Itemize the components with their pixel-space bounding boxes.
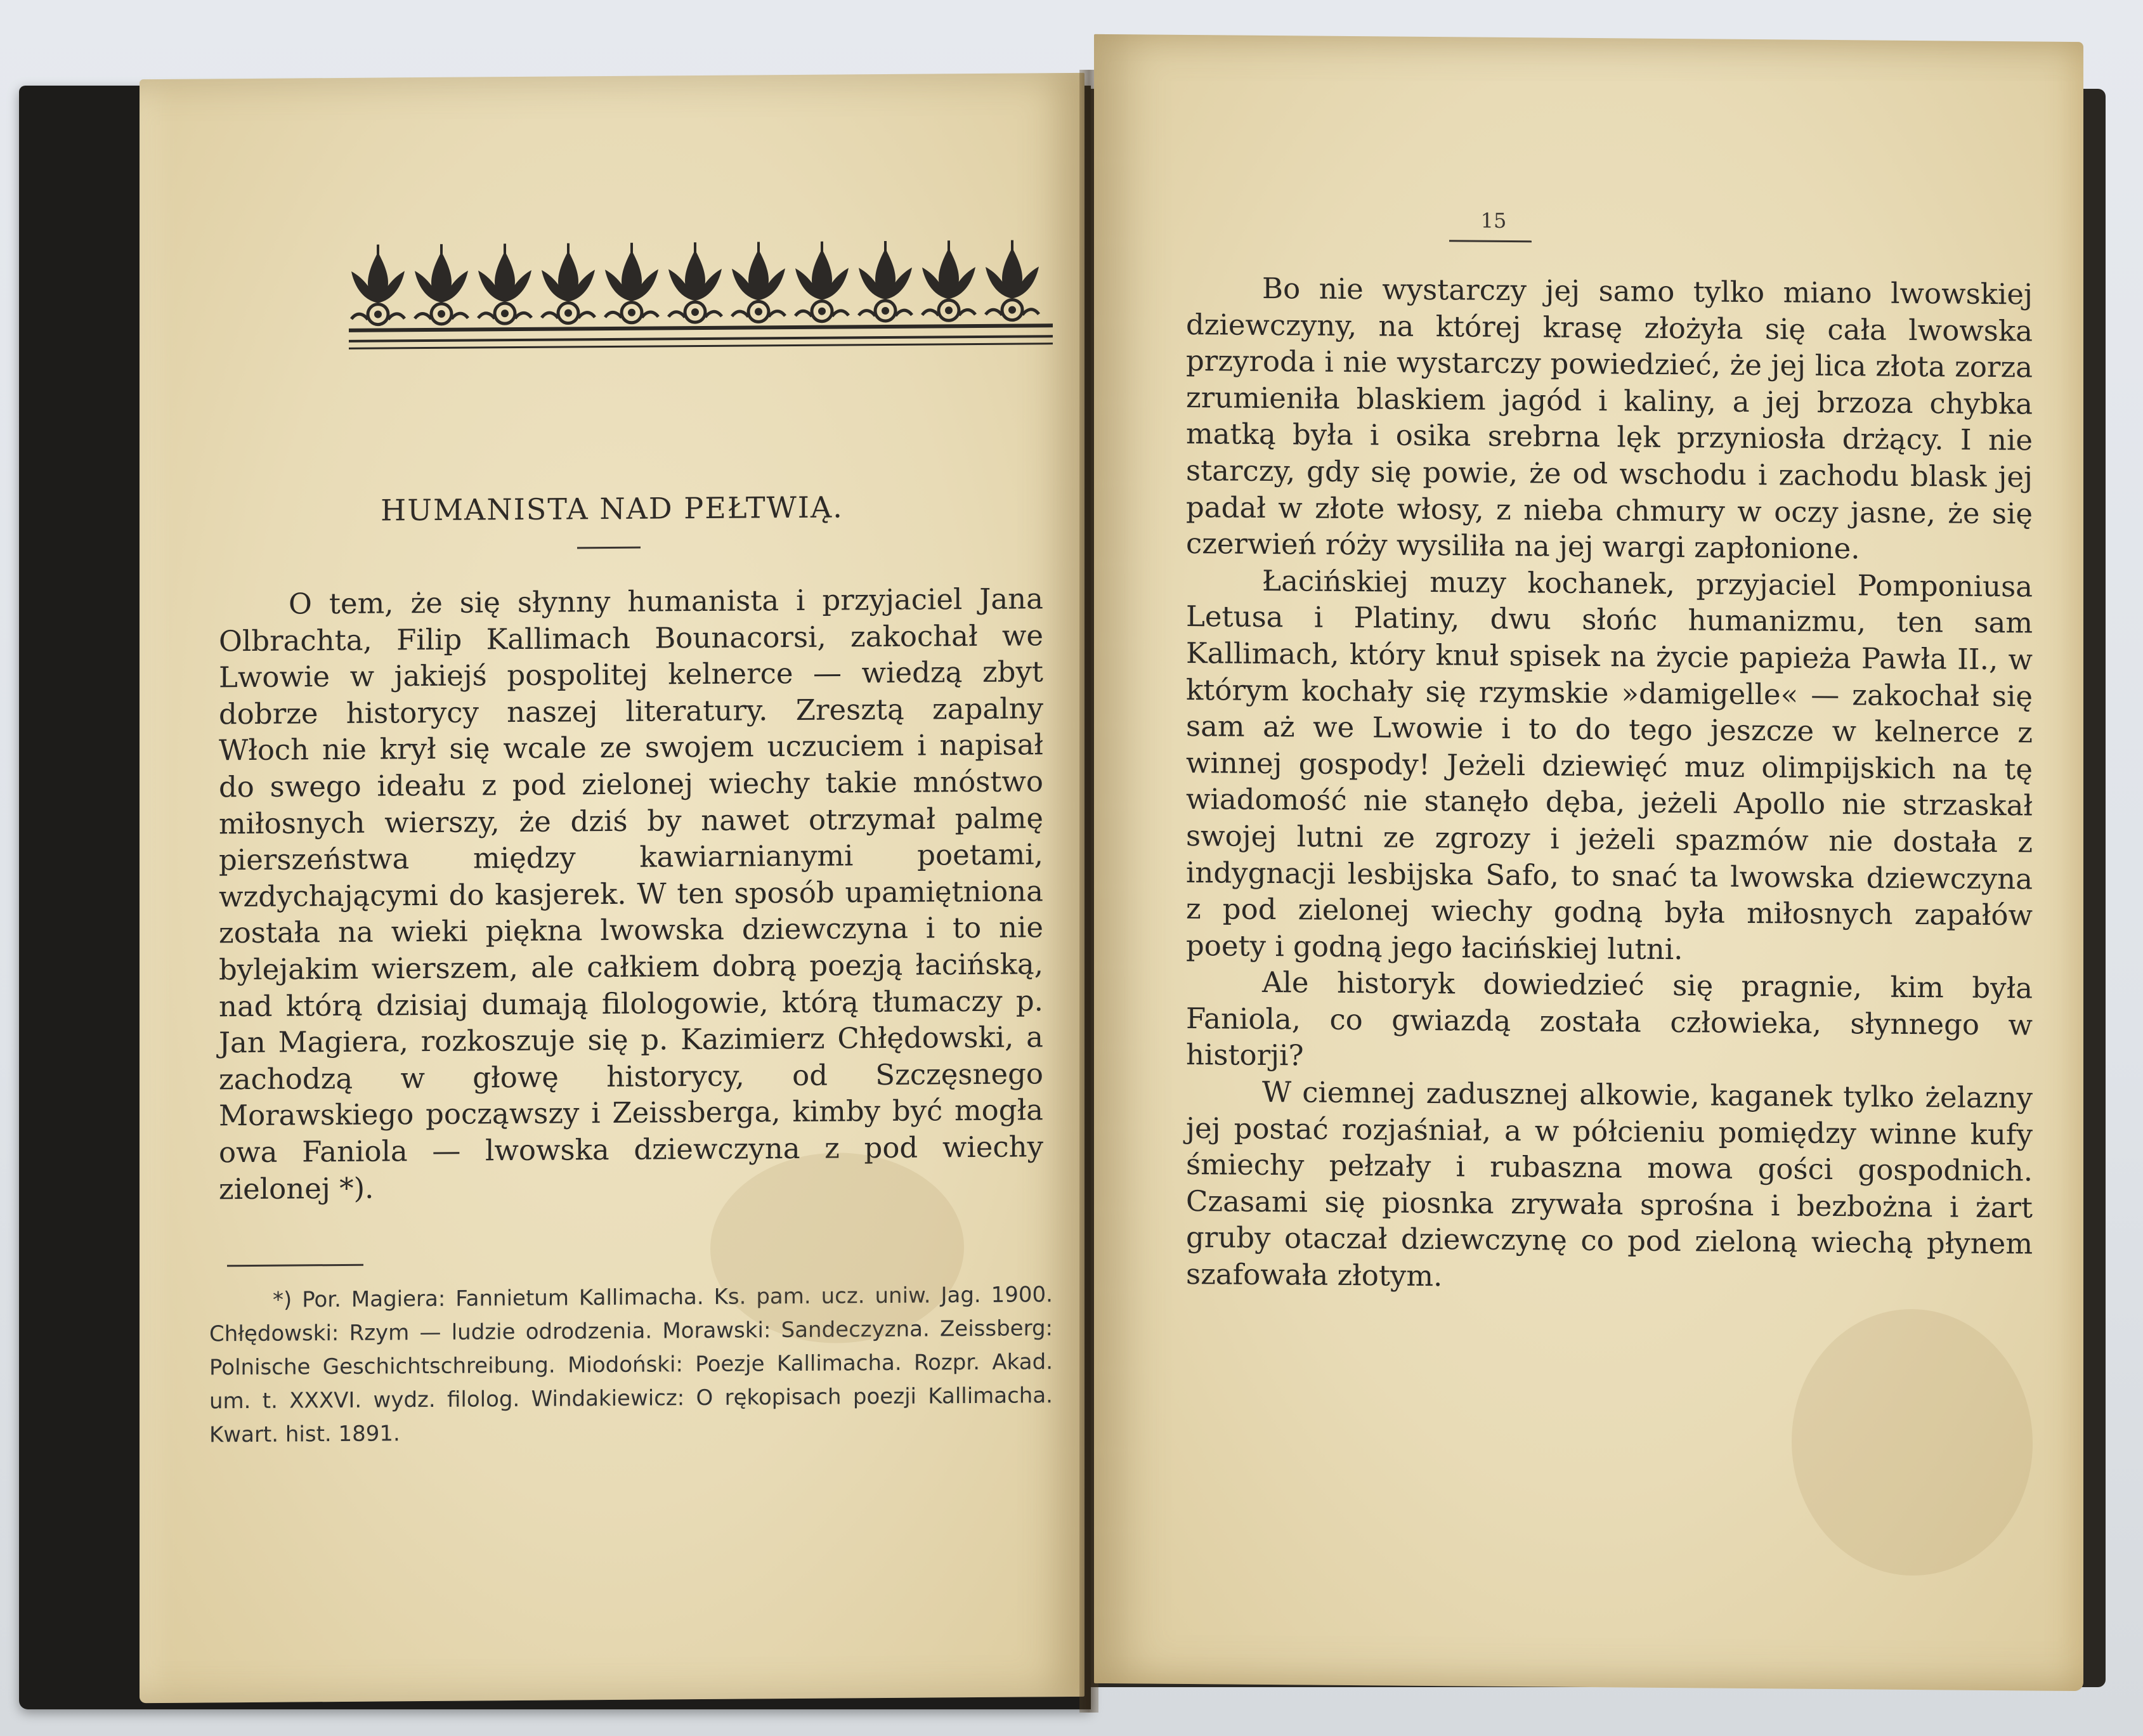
chapter-title: HUMANISTA NAD PEŁTWIĄ. <box>381 490 844 528</box>
right-page <box>1094 34 2083 1691</box>
paragraph-1: Bo nie wystarczy jej samo tylko miano lwowskiej dziewczyny, na której krasę złożyła się cała lwowska przyroda i nie wystarczy powiedzieć, że jej lica złota zorza zrumieniła blaskiem jagód i kaliny, a jej brzoza chybka matką była i osika srebrna lęk przyniosła drżący. I nie starczy, gdy się powie, że od wschodu i zachodu blask jej padał w złote włosy, z nieba chmury w oczy jasne, że się czerwień róży wysiliła na jej wargi zapłonione. <box>1186 271 2033 566</box>
paragraph-3: Ale historyk dowiedzieć się pragnie, kim była Faniola, co gwiazdą została człowieka, słynnego w historji? <box>1186 965 2033 1073</box>
right-body-text <box>1186 270 2033 1299</box>
left-body-text: O tem, że się słynny humanista i przyjaciel Jana Olbrachta, Filip Kallimach Bounacorsi, zakochał we Lwowie w jakiejś pospolitej kelnerce — wiedzą zbyt dobrze historycy naszej literatury. Zresztą zapalny Włoch nie krył się wcale ze swojem uczuciem i napisał do swego ideału z pod zielonej wiechy takie mnóstwo miłosnych wierszy, że dziś by nawet otrzymał palmę pierszeństwa między kawiarnianymi poetami, wzdychającymi do kasjerek. W ten sposób upamiętniona została na wieki piękna lwowska dziewczyna i to nie bylejakim wierszem, ale całkiem dobrą poezją łacińską, nad którą dzisiaj dumają filologowie, którą tłumaczy p. Jan Magiera, rozkoszuje się p. Kazimierz Chłędowski, a zachodzą w głowę historycy, od Szczęsnego Morawskiego począwszy i Zeissberga, kimby być mogła owa Faniola — lwowska dziewczyna z pod wiechy zielonej *). <box>219 582 1043 1206</box>
paper-stain <box>710 1152 964 1344</box>
title-divider <box>577 547 641 549</box>
left-page <box>140 73 1085 1703</box>
floral-headpiece-ornament-icon <box>349 228 1053 367</box>
footnote-text: *) Por. Magiera: Fannietum Kallimacha. Ks. pam. ucz. uniw. Jag. 1900. Chłędowski: Rzym — ludzie odrodzenia. Morawski: Sandeczyzna. Zeissberg: Polnische Geschichtschreibung. Miodoński: Poezje Kallimacha. Rozpr. Akad. um. t. XXXVI. wydz. filolog. Windakiewicz: O rękopisach poezji Kallimacha. Kwart. hist. 1891. <box>209 1282 1053 1448</box>
footnote-divider <box>227 1264 363 1267</box>
page-number: 15 <box>1480 208 1507 233</box>
page-number-rule <box>1449 240 1532 242</box>
paragraph-2: Łacińskiej muzy kochanek, przyjaciel Pomponiusa Letusa i Platiny, dwu słońc humanizmu, ten sam Kallimach, który knuł spisek na życie papieża Pawła II., w którym kochały się rzymskie »damigelle« — zakochał się sam aż we Lwowie i to do tego jeszcze w kelnerce z winnej gospody! Jeżeli dziewięć muz olimpijskich na tę wiadomość nie stanęło dęba, jeżeli Apollo nie strzaskał swojej lutni ze zgrozy i jeżeli spazmów nie dostała z indygnacji lesbijska Safo, to snać ta lwowska dziewczyna z pod zielonej wiechy godną była miłosnych zapałów poety i godną jego łacińskiej lutni. <box>1186 563 2033 966</box>
paragraph-4: W ciemnej zadusznej alkowie, kaganek tylko żelazny jej postać rozjaśniał, a w półcieniu pomiędzy winne kufy śmiechy pełzały i rubaszna mowa gości gospodnich. Czasami się piosnka zrywała sprośna i bezbożna i żart gruby otaczał dziewczynę co pod zieloną wiechą płynem szafowała złotym. <box>1186 1075 2033 1293</box>
open-book <box>19 25 2112 1713</box>
paper-stain <box>1792 1309 2033 1577</box>
